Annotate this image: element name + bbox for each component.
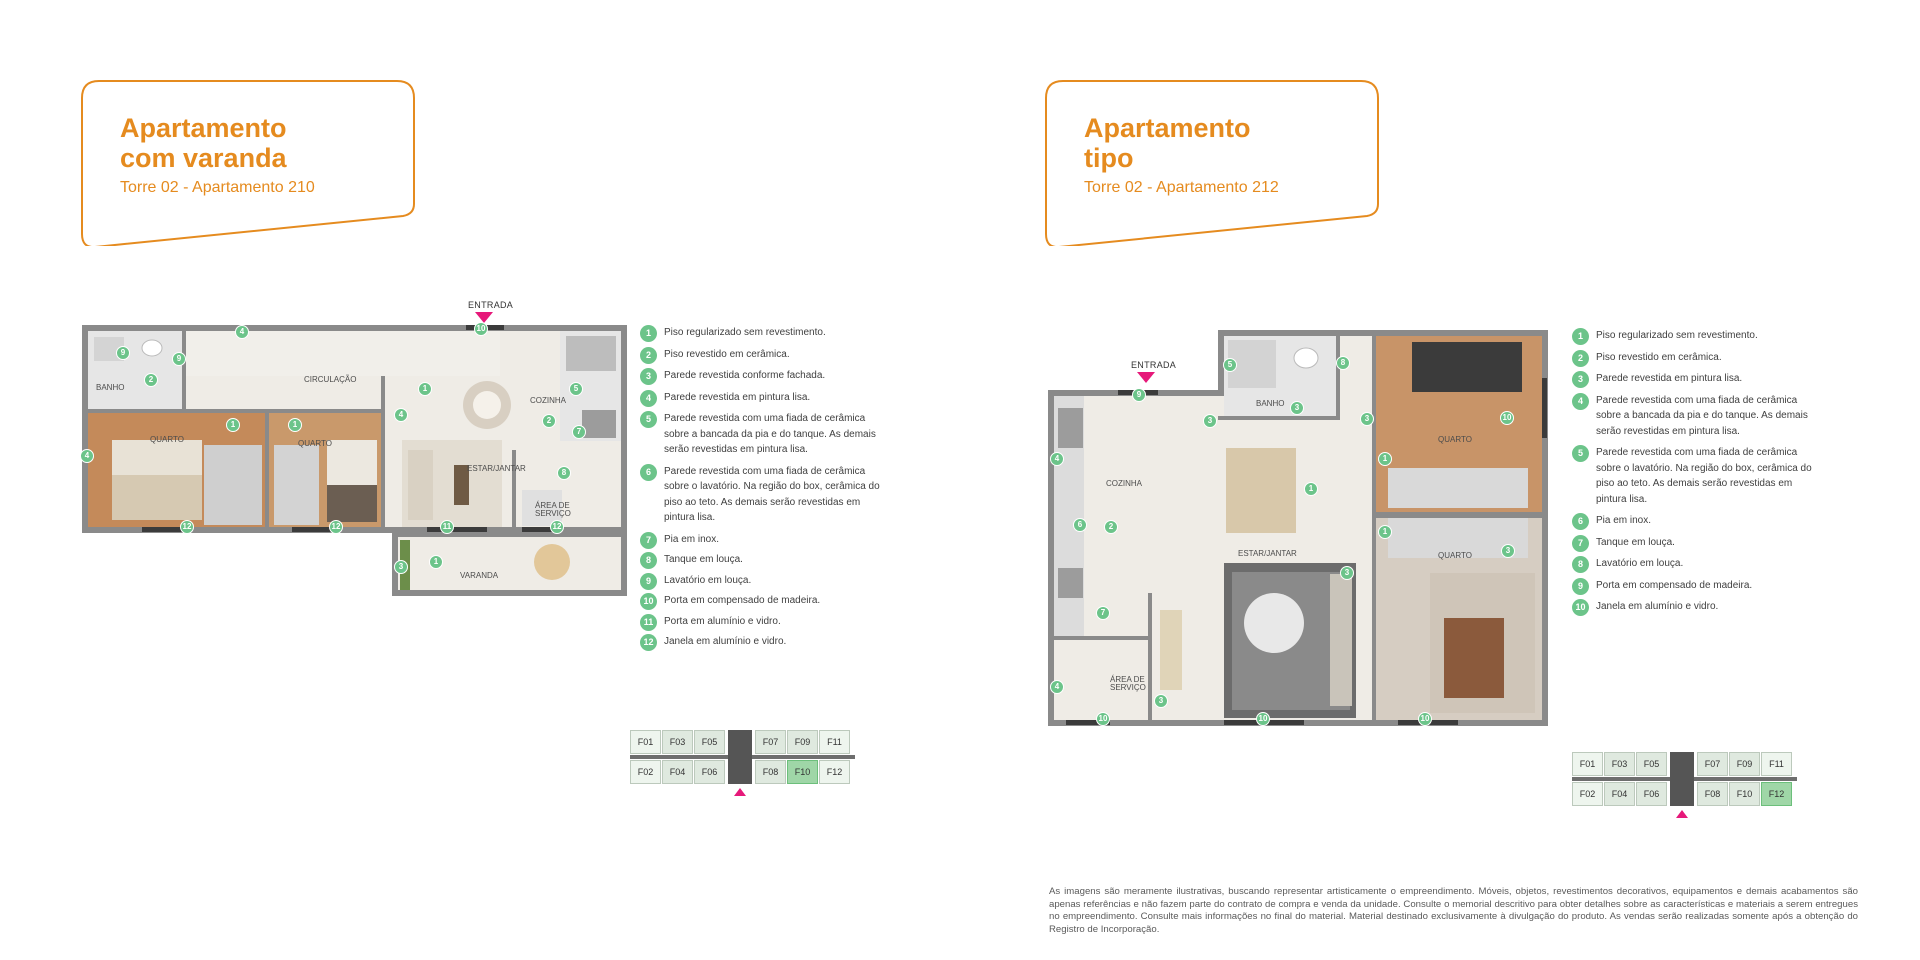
unit-cell-highlighted: F10 [787, 760, 818, 784]
floor-plan-drawing [1048, 328, 1548, 726]
unit-cell: F05 [1636, 752, 1667, 776]
legend-text: Parede revestida com uma fiada de cerâmica sobre o lavatório. Na região do box, cerâmica do piso ao teto. As demais serão revestidas em pintura lisa. [664, 465, 880, 523]
right-panel [960, 0, 1920, 960]
legend-number: 12 [640, 634, 657, 651]
legend-text: Piso regularizado sem revestimento. [664, 327, 826, 338]
plan-marker: 11 [440, 520, 454, 534]
unit-cell: F01 [1572, 752, 1603, 776]
legend-item [1572, 328, 1822, 344]
legend-item [640, 347, 890, 363]
plan-marker: 9 [1132, 388, 1146, 402]
room-label-estar-jantar: ESTAR/JANTAR [1238, 549, 1297, 558]
legend-text: Parede revestida com uma fiada de cerâmica sobre a bancada da pia e do tanque. As demais serão revestidas em pintura lisa. [664, 413, 876, 455]
plan-marker: 3 [1360, 412, 1374, 426]
plan-marker: 12 [180, 520, 194, 534]
legend-number: 4 [1572, 393, 1589, 410]
legend-text: Piso revestido em cerâmica. [1596, 351, 1722, 363]
legend-text: Pia em inox. [664, 533, 720, 545]
legend-number: 4 [640, 390, 657, 407]
plan-marker: 3 [1340, 566, 1354, 580]
plan-marker: 12 [550, 520, 564, 534]
title-card [81, 80, 415, 246]
unit-cell: F05 [694, 730, 725, 754]
legend-item [640, 634, 890, 650]
room-label-area-servico-2: SERVIÇO [1110, 683, 1146, 692]
legend-item [1572, 393, 1822, 440]
legend-item [1572, 445, 1822, 507]
legend-number: 1 [640, 325, 657, 342]
title-line-1: Apartamento [120, 113, 287, 143]
apartment-subtitle: Torre 02 - Apartamento 212 [1084, 179, 1279, 196]
floor-plan [1048, 328, 1548, 726]
unit-cell: F08 [1697, 782, 1728, 806]
legal-disclaimer: As imagens são meramente ilustrativas, buscando representar artisticamente o empreendimento. Móveis, objetos, revestimentos decorativos, equipamentos e demais acabamentos são apenas referências e não fazem parte do contrato de compra e venda da unidade. Consulte o memorial descritivo para obter detalhes sobre as características e materiais a serem entregues no empreendimento. Consulte mais informações no final do material. Material destinado exclusivamente à divulgação do produto. As vendas serão realizadas somente após a obtenção do Registro de Incorporação. [1049, 886, 1858, 935]
room-label-quarto-2: QUARTO [298, 439, 332, 448]
unit-cell: F07 [755, 730, 786, 754]
room-label-quarto-2: QUARTO [1438, 551, 1472, 560]
legend-text: Tanque em louça. [664, 554, 743, 565]
legend-text: Janela em alumínio e vidro. [664, 636, 787, 647]
unit-cell: F02 [630, 760, 661, 784]
room-label-area-servico-2: SERVIÇO [535, 509, 571, 518]
plan-marker: 7 [1096, 606, 1110, 620]
plan-marker: 2 [1104, 520, 1118, 534]
tower-key [630, 730, 860, 800]
legend-item [640, 325, 890, 341]
plan-marker: 10 [1500, 411, 1514, 425]
legend-item [1572, 371, 1822, 387]
unit-cell: F12 [819, 760, 850, 784]
legend-number: 3 [640, 368, 657, 385]
legend-number: 7 [640, 532, 657, 549]
legend-text: Porta em alumínio e vidro. [664, 615, 781, 627]
legend-text: Lavatório em louça. [1596, 558, 1684, 569]
legend-item [640, 573, 890, 589]
legend-number: 3 [1572, 371, 1589, 388]
position-marker-icon [1676, 810, 1688, 818]
legend-item [640, 614, 890, 630]
unit-cell: F02 [1572, 782, 1603, 806]
position-marker-icon [734, 788, 746, 796]
title-line-2: com varanda [120, 143, 287, 173]
legend-item [640, 411, 890, 458]
unit-cell: F03 [662, 730, 693, 754]
legend-item [640, 464, 890, 526]
legend-item [640, 593, 890, 609]
tower-core [1670, 752, 1694, 806]
unit-cell: F08 [755, 760, 786, 784]
unit-cell: F10 [1729, 782, 1760, 806]
legend-text: Lavatório em louça. [664, 574, 752, 586]
plan-marker: 4 [80, 449, 94, 463]
plan-marker: 10 [1418, 712, 1432, 726]
tower-core [728, 730, 752, 784]
legend-number: 8 [1572, 556, 1589, 573]
plan-marker: 8 [1336, 356, 1350, 370]
room-label-varanda: VARANDA [460, 571, 499, 580]
unit-cell: F06 [694, 760, 725, 784]
plan-marker: 12 [329, 520, 343, 534]
unit-cell: F09 [1729, 752, 1760, 776]
legend-list [640, 325, 890, 650]
room-label-area-servico-1: ÁREA DE [535, 501, 570, 510]
room-label-estar-jantar: ESTAR/JANTAR [467, 464, 526, 473]
plan-marker: 4 [394, 408, 408, 422]
plan-marker: 3 [1154, 694, 1168, 708]
room-label-banho: BANHO [96, 383, 125, 392]
room-label-quarto-1: QUARTO [150, 435, 184, 444]
legend-number: 7 [1572, 535, 1589, 552]
unit-cell: F04 [662, 760, 693, 784]
plan-marker: 8 [557, 466, 571, 480]
legend-number: 6 [1572, 513, 1589, 530]
plan-marker: 2 [144, 373, 158, 387]
plan-marker: 7 [572, 425, 586, 439]
unit-cell: F11 [1761, 752, 1792, 776]
unit-cell: F11 [819, 730, 850, 754]
plan-marker: 4 [235, 325, 249, 339]
plan-marker: 1 [288, 418, 302, 432]
legend-item [1572, 350, 1822, 366]
room-label-circulacao: CIRCULAÇÃO [304, 375, 357, 384]
unit-cell: F03 [1604, 752, 1635, 776]
room-label-area-servico-1: ÁREA DE [1110, 675, 1145, 684]
legend-number: 5 [640, 411, 657, 428]
legend-text: Parede revestida com uma fiada de cerâmica sobre a bancada da pia e do tanque. As demais serão revestidas em pintura lisa. [1596, 394, 1808, 437]
legend-number: 8 [640, 552, 657, 569]
legend-number: 6 [640, 464, 657, 481]
legend-item [640, 532, 890, 548]
legend-number: 5 [1572, 445, 1589, 462]
plan-marker: 5 [569, 382, 583, 396]
room-label-banho: BANHO [1256, 399, 1285, 408]
legend-item [1572, 599, 1822, 615]
legend-number: 2 [1572, 350, 1589, 367]
legend-text: Parede revestida conforme fachada. [664, 370, 826, 381]
plan-marker: 3 [1290, 401, 1304, 415]
entrance-label: ENTRADA [1131, 360, 1177, 370]
unit-cell: F06 [1636, 782, 1667, 806]
legend-text: Tanque em louça. [1596, 536, 1675, 548]
legend-item [1572, 578, 1822, 594]
legend-number: 9 [640, 573, 657, 590]
room-label-cozinha: COZINHA [1106, 479, 1142, 488]
plan-marker: 1 [1304, 482, 1318, 496]
legend-text: Parede revestida em pintura lisa. [1596, 373, 1743, 384]
legend-number: 2 [640, 347, 657, 364]
title-card [1045, 80, 1379, 246]
legend-text: Piso revestido em cerâmica. [664, 348, 790, 360]
plan-marker: 2 [542, 414, 556, 428]
unit-cell: F09 [787, 730, 818, 754]
plan-marker: 3 [1203, 414, 1217, 428]
floor-plan [82, 300, 627, 650]
legend-number: 10 [1572, 599, 1589, 616]
plan-marker: 9 [116, 346, 130, 360]
plan-marker: 10 [474, 322, 488, 336]
legend-text: Porta em compensado de madeira. [1596, 579, 1753, 591]
plan-marker: 1 [418, 382, 432, 396]
plan-marker: 9 [172, 352, 186, 366]
plan-marker: 10 [1096, 712, 1110, 726]
room-label-quarto-1: QUARTO [1438, 435, 1472, 444]
plan-marker: 4 [1050, 680, 1064, 694]
plan-marker: 3 [1501, 544, 1515, 558]
legend-text: Piso regularizado sem revestimento. [1596, 330, 1758, 341]
plan-marker: 4 [1050, 452, 1064, 466]
apartment-subtitle: Torre 02 - Apartamento 210 [120, 179, 315, 196]
legend-number: 9 [1572, 578, 1589, 595]
plan-marker: 10 [1256, 712, 1270, 726]
entrance-label: ENTRADA [468, 300, 514, 310]
legend-item [1572, 556, 1822, 572]
legend-text: Porta em compensado de madeira. [664, 595, 821, 606]
legend-text: Pia em inox. [1596, 515, 1652, 526]
unit-cell-highlighted: F12 [1761, 782, 1792, 806]
legend-item [640, 552, 890, 568]
legend-item [1572, 535, 1822, 551]
unit-cell: F07 [1697, 752, 1728, 776]
plan-marker: 6 [1073, 518, 1087, 532]
unit-cell: F04 [1604, 782, 1635, 806]
plan-marker: 1 [1378, 525, 1392, 539]
plan-marker: 1 [429, 555, 443, 569]
legend-number: 1 [1572, 328, 1589, 345]
room-label-cozinha: COZINHA [530, 396, 566, 405]
plan-marker: 5 [1223, 358, 1237, 372]
tower-key [1572, 752, 1802, 822]
legend-item [1572, 513, 1822, 529]
floor-plan-drawing [82, 300, 627, 650]
plan-marker: 1 [1378, 452, 1392, 466]
legend-number: 11 [640, 614, 657, 631]
legend-number: 10 [640, 593, 657, 610]
legend-item [640, 390, 890, 406]
plan-marker: 3 [394, 560, 408, 574]
legend-text: Parede revestida com uma fiada de cerâmica sobre o lavatório. Na região do box, cerâmica do piso ao teto. As demais serão revestidas em pintura lisa. [1596, 447, 1812, 505]
plan-marker: 1 [226, 418, 240, 432]
legend-text: Janela em alumínio e vidro. [1596, 601, 1719, 612]
unit-cell: F01 [630, 730, 661, 754]
legend-list [1572, 328, 1822, 615]
legend-item [640, 368, 890, 384]
legend-text: Parede revestida em pintura lisa. [664, 391, 811, 403]
title-line-1: Apartamento [1084, 113, 1251, 143]
title-line-2: tipo [1084, 143, 1134, 173]
